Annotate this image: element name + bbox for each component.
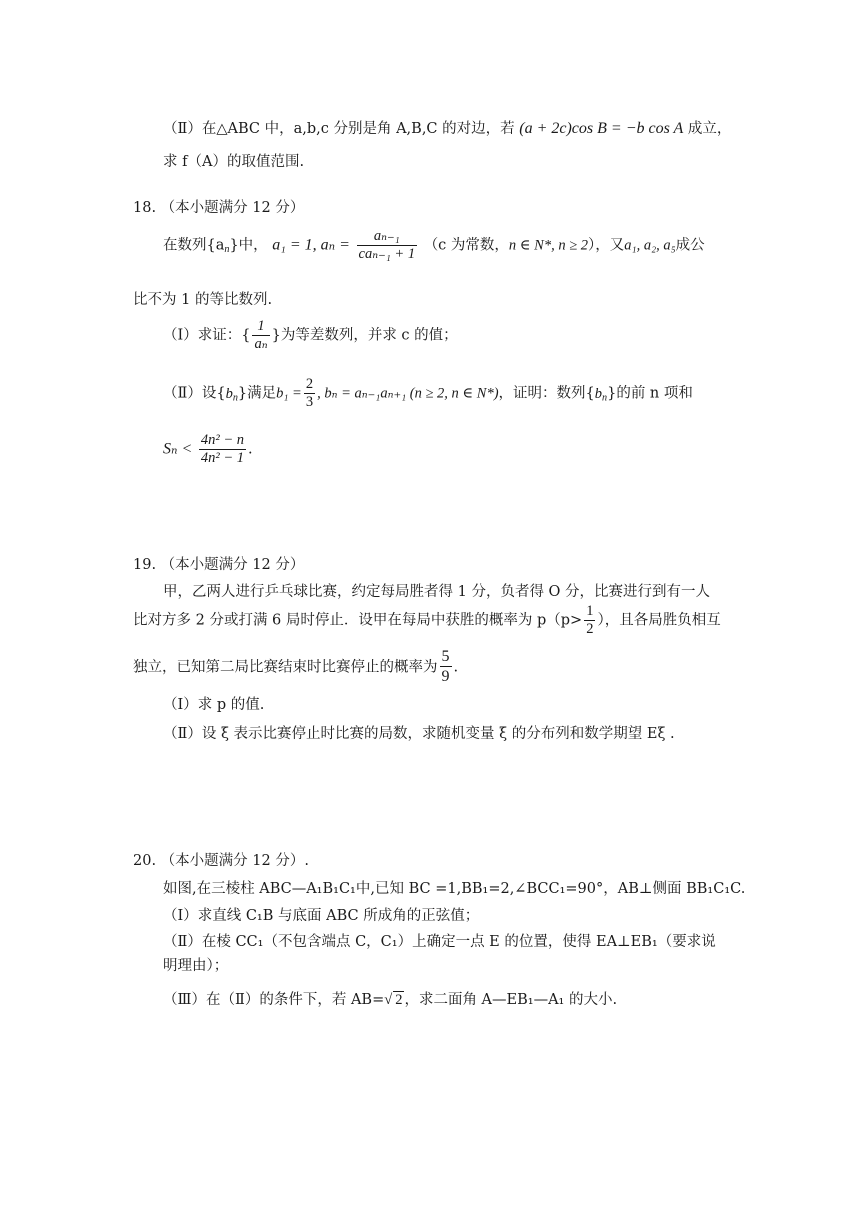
q18-subscript-n: n: [224, 244, 230, 256]
q20-part1: （Ⅰ）求直线 C₁B 与底面 ABC 所成角的正弦值；: [163, 908, 480, 924]
q20-line1: 如图,在三棱柱 ABC—A₁B₁C₁中,已知 BC =1,BB₁=2,∠BCC₁=90°，AB⊥侧面 BB₁C₁C.: [163, 881, 746, 897]
q18-sn-fraction: [199, 432, 246, 467]
q20-part3-text-b: ，求二面角 A—EB₁—A₁ 的大小.: [404, 992, 618, 1008]
q20-part3-text-a: （Ⅲ）在（Ⅱ）的条件下，若 AB=: [163, 992, 385, 1008]
q19-line3: 独立，已知第二局比赛结束时比赛停止的概率为 $\frac{5}{9}$ .: [133, 648, 459, 686]
q18-part2-bn-def: , bₙ = aₙ₋₁aₙ₊₁ (n ≥ 2, n ∈ N*): [317, 385, 499, 402]
q17-part2-equation: (a + 2c)cos B = −b cos A: [519, 120, 684, 137]
q18-intro-text-b: }中，: [229, 237, 268, 254]
q18-part2-text-b: }满足: [237, 385, 277, 402]
q18-sn-inequality: Sₙ < $\frac{\text{4n² − n}}{\text{4n² − 1}}$ .: [163, 432, 253, 466]
q18-recurrence-denominator: caₙ₋₁ + 1: [358, 245, 416, 262]
q18-part2-frac-num: 2: [305, 376, 314, 392]
q18-part1-text-a: （Ⅰ）求证：{: [163, 327, 251, 344]
q18-sn-lhs: Sₙ <: [163, 440, 193, 458]
q18-part2-text-d: }的前 n 项和: [607, 385, 693, 402]
q18-part2-text-c: ，证明：数列{: [498, 385, 595, 402]
q18-recurrence-numerator: aₙ₋₁: [373, 228, 400, 244]
q19-prob-num: 5: [441, 648, 450, 665]
q20-part2-line2: 明理由）；: [163, 958, 229, 974]
q19-header: 19. （本小题满分 12 分）: [133, 557, 305, 573]
q17-part2-line1: [163, 119, 731, 138]
q18-recurrence-fraction: [357, 228, 418, 263]
q18-part1-frac-num: 1: [257, 318, 265, 334]
q18-part1-text-b: }为等差数列，并求 c 的值；: [271, 327, 458, 344]
q19-line2-text-a: 比对方多 2 分或打满 6 局时停止．设甲在每局中获胜的概率为 p（p>: [133, 612, 583, 629]
q19-line2: [133, 603, 721, 638]
q19-line2-text-b: ），且各局胜负相互: [597, 612, 721, 629]
q18-intro-text-d: ），又: [588, 237, 625, 254]
q19-prob-fraction: [440, 648, 452, 687]
q18-intro-line2: 比不为 1 的等比数列.: [133, 292, 273, 308]
q18-part1: [163, 318, 458, 353]
q19-line1: 甲，乙两人进行乒乓球比赛，约定每局胜者得 1 分，负者得 O 分，比赛进行到有一人: [163, 584, 711, 600]
q18-part1-fraction: [252, 318, 269, 353]
q17-part2-text-a: （Ⅱ）在△ABC 中，a,b,c 分别是角 A,B,C 的对边，若: [163, 121, 515, 137]
q19-line3-text: 独立，已知第二局比赛结束时比赛停止的概率为: [133, 659, 438, 676]
q19-part1: （Ⅰ）求 p 的值.: [163, 697, 265, 713]
q19-half-num: 1: [586, 603, 594, 619]
q20-part3-sqrt: 2: [395, 992, 403, 1008]
q18-part2: （Ⅱ）设$\{b_n\}$满足b₁ = $\frac{2}{3}$ , bₙ = aₙ₋₁aₙ₊₁ (n ≥ 2, n ∈ N*)，证明：数列$\{b_n\}$的前 n 项和: [163, 376, 693, 410]
q19-prob-den: 9: [441, 668, 450, 686]
q18-intro-line1: [163, 228, 705, 263]
q18-part2-fraction: [304, 376, 315, 411]
q18-intro-text-a: 在数列{a: [163, 237, 225, 254]
q18-intro-terms: a₁, a₂, a₅: [624, 237, 676, 254]
q18-intro-condition: n ∈ N*, n ≥ 2: [508, 237, 589, 254]
q19-half-fraction: [584, 603, 595, 638]
q18-sn-num: 4n² − n: [200, 432, 245, 448]
q18-part2-frac-den: 3: [305, 393, 314, 410]
q17-part2-text-b: 成立，: [687, 121, 732, 137]
q18-part2-text-a: （Ⅱ）设{: [163, 385, 226, 402]
q19-half-den: 2: [586, 620, 594, 637]
q18-part1-frac-den: aₙ: [254, 335, 268, 352]
q20-part3: （Ⅲ）在（Ⅱ）的条件下，若 AB=√ 2 ，求二面角 A—EB₁—A₁ 的大小.: [163, 992, 618, 1008]
q18-intro-text-c: （c 为常数，: [423, 237, 509, 254]
q18-part2-b1: b₁ =: [276, 385, 302, 402]
q20-header: 20. （本小题满分 12 分）.: [133, 853, 309, 869]
q20-part2-line1: （Ⅱ）在棱 CC₁（不包含端点 C，C₁）上确定一点 E 的位置，使得 EA⊥EB₁（要求说: [163, 934, 716, 950]
q18-header: 18. （本小题满分 12 分）: [133, 200, 305, 216]
q18-sn-den: 4n² − 1: [200, 449, 245, 466]
q19-part2: （Ⅱ）设 ξ 表示比赛停止时比赛的局数，求随机变量 ξ 的分布列和数学期望 Eξ .: [163, 726, 675, 742]
q18-intro-text-e: 成公: [675, 237, 705, 254]
q17-part2-line2: 求 f（A）的取值范围.: [163, 154, 305, 170]
q18-initial-expr: a₁ = 1, aₙ =: [272, 236, 350, 254]
